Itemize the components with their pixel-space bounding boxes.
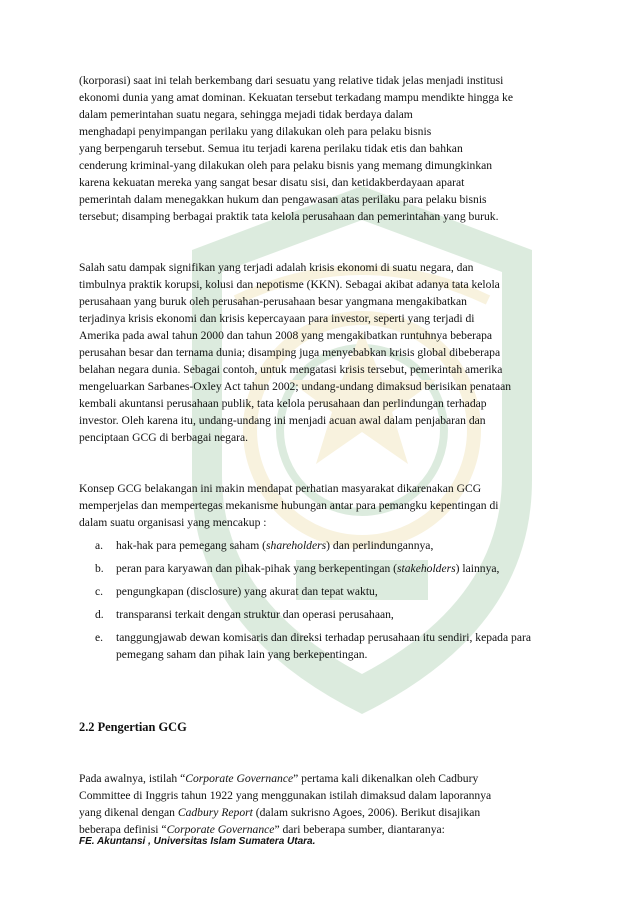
paragraph-crisis-impact [79, 259, 569, 446]
text-line: investor. Oleh karena itu, undang-undang ini menjadi acuan awal dalam penjabaran dan [79, 414, 486, 427]
list-item-text: pengungkapan (disclosure) yang akurat dan tepat waktu, [116, 585, 378, 598]
list-marker: a. [95, 539, 104, 552]
text-line: mengeluarkan Sarbanes-Oxley Act tahun 2002; undang-undang dimaksud berisikan penataan [79, 380, 512, 393]
paragraph-gcg-definition [79, 770, 569, 838]
text-line: cenderung kriminal-yang dilakukan oleh para pelaku bisnis yang memang dimungkinkan [79, 159, 493, 172]
text-line: ekonomi dunia yang amat dominan. Kekuatan tersebut terkadang mampu mendikte hingga ke [79, 91, 513, 104]
page-footer: FE. Akuntansi , Universitas Islam Sumatera Utara. [79, 836, 316, 847]
section-heading: 2.2 Pengertian GCG [79, 720, 187, 734]
text-line: (korporasi) saat ini telah berkembang dari sesuatu yang relative tidak jelas menjadi institusi [79, 74, 504, 87]
text-line: perusahaan yang buruk oleh perusahan-perusahaan besar yangmana mengakibatkan [79, 295, 467, 308]
text-line: kembali akuntansi perusahaan publik, tata kelola perusahaan dan perlindungan terhadap [79, 397, 487, 410]
text-line: Salah satu dampak signifikan yang terjadi adalah krisis ekonomi di suatu negara, dan [79, 261, 474, 274]
list-item [95, 537, 569, 554]
text-line: beberapa definisi “Corporate Governance” dari beberapa sumber, diantaranya: [79, 823, 445, 836]
text-line: memperjelas dan mempertegas mekanisme hubungan antar para pemangku kepentingan di [79, 499, 499, 512]
text-line: penciptaan GCG di berbagai negara. [79, 431, 249, 444]
list-item [95, 583, 569, 600]
text-line: Amerika pada awal tahun 2000 dan tahun 2008 yang mengakibatkan runtuhnya beberapa [79, 329, 493, 342]
text-line: terjadinya krisis ekonomi dan krisis kepercayaan para investor, seperti yang terjadi di [79, 312, 475, 325]
list-item [95, 606, 569, 623]
text-line: pemerintah dalam menegakkan hukum dan pengawasan atas perilaku para pelaku bisnis [79, 193, 487, 206]
text-line: yang dikenal dengan Cadbury Report (dalam sukrisno Agoes, 2006). Berikut disajikan [79, 806, 481, 819]
text-line: perusahan besar dan ternama dunia; disamping juga menyebabkan krisis global dibeberapa [79, 346, 501, 359]
list-item [95, 560, 569, 577]
list-item-text: transparansi terkait dengan struktur dan operasi perusahaan, [116, 608, 394, 621]
paragraph-gcg-concept [79, 480, 569, 531]
list-item [95, 629, 569, 663]
list-item-text: peran para karyawan dan pihak-pihak yang berkepentingan (stakeholders) lainnya, [116, 562, 500, 575]
page-body [79, 72, 569, 838]
list-marker: e. [95, 631, 104, 644]
text-line: belahan negara dunia. Sebagai contoh, untuk mengatasi krisis tersebut, pemerintah amerika [79, 363, 503, 376]
text-line: Pada awalnya, istilah “Corporate Governance” pertama kali dikenalkan oleh Cadbury [79, 772, 479, 785]
paragraph-corporate-power [79, 72, 569, 225]
text-line: timbulnya praktik korupsi, kolusi dan nepotisme (KKN). Sebagai akibat adanya tata kelola [79, 278, 500, 291]
list-marker: c. [95, 585, 104, 598]
list-item-text: tanggungjawab dewan komisaris dan direksi terhadap perusahaan itu sendiri, kepada para pemegang saham dan pihak lain yang berkepentingan. [116, 631, 531, 661]
text-line: dalam suatu organisasi yang mencakup : [79, 516, 267, 529]
gcg-scope-list [79, 537, 569, 663]
text-line: Committee di Inggris tahun 1922 yang menggunakan istilah dimaksud dalam laporannya [79, 789, 492, 802]
text-line: tersebut; disamping berbagai praktik tata kelola perusahaan dan pemerintahan yang buruk. [79, 210, 499, 223]
text-line: yang berpengaruh tersebut. Semua itu terjadi karena perilaku tidak etis dan bahkan [79, 142, 463, 155]
text-line: menghadapi penyimpangan perilaku yang dilakukan oleh para pelaku bisnis [79, 125, 432, 138]
text-line: karena kekuatan mereka yang sangat besar disatu sisi, dan ketidakberdayaan aparat [79, 176, 465, 189]
text-line: Konsep GCG belakangan ini makin mendapat perhatian masyarakat dikarenakan GCG [79, 482, 482, 495]
list-marker: d. [95, 608, 104, 621]
list-marker: b. [95, 562, 104, 575]
list-item-text: hak-hak para pemegang saham (shareholders) dan perlindungannya, [116, 539, 434, 552]
text-line: dalam pemerintahan suatu negara, sehingga mejadi tidak berdaya dalam [79, 108, 413, 121]
